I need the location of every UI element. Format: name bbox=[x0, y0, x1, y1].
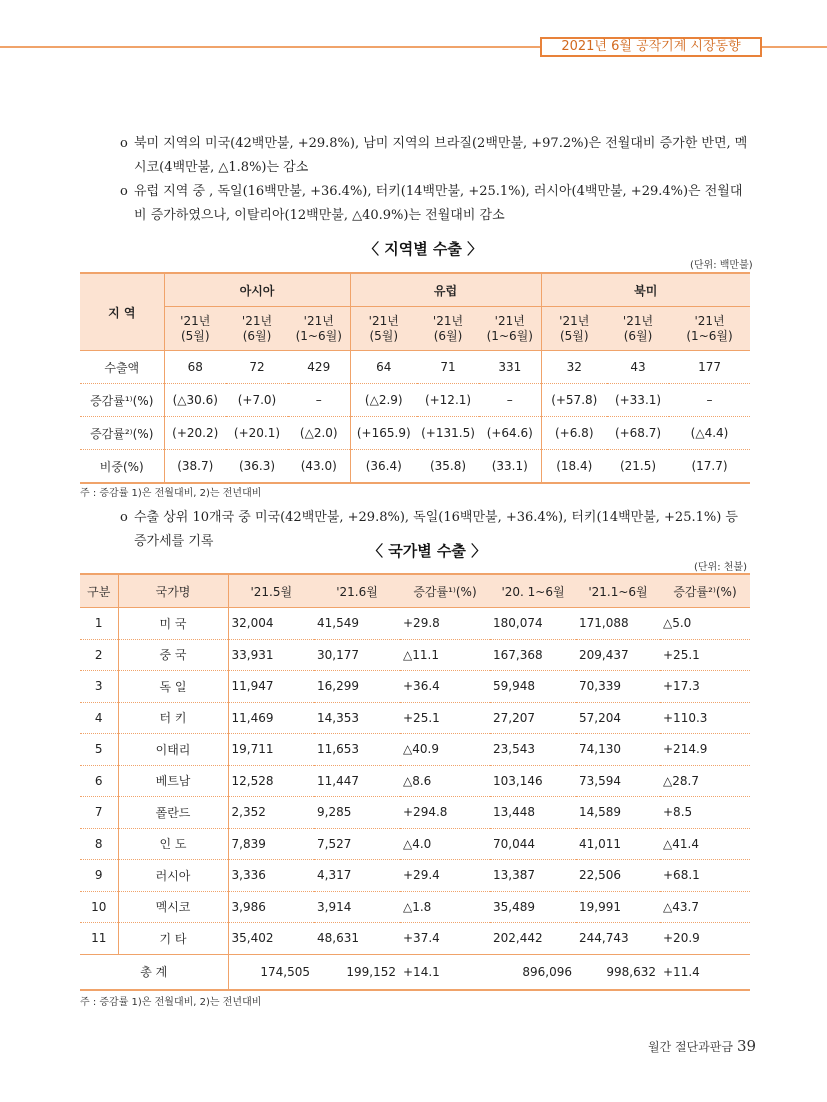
table-cell: – bbox=[669, 384, 750, 417]
table-cell: (△4.4) bbox=[669, 417, 750, 450]
table-cell: 57,204 bbox=[576, 702, 660, 734]
period-year: '21년 bbox=[494, 313, 525, 328]
table-row bbox=[80, 450, 750, 484]
total-cell: 199,152 bbox=[314, 954, 400, 990]
page-footer bbox=[648, 1037, 756, 1055]
table-cell: (+64.6) bbox=[479, 417, 541, 450]
table-cell: 202,442 bbox=[490, 923, 576, 955]
table-cell: (+165.9) bbox=[350, 417, 417, 450]
table-cell: 13,448 bbox=[490, 797, 576, 829]
table-cell: 11,653 bbox=[314, 734, 400, 766]
period-year: '21년 bbox=[180, 313, 211, 328]
total-cell: 896,096 bbox=[490, 954, 576, 990]
table-row bbox=[80, 765, 750, 797]
table-cell: (+7.0) bbox=[226, 384, 288, 417]
table-cell: 41,549 bbox=[314, 608, 400, 640]
table-row bbox=[80, 417, 750, 450]
table-cell: (+20.1) bbox=[226, 417, 288, 450]
table-cell: 러시아 bbox=[118, 860, 228, 892]
period-year: '21년 bbox=[559, 313, 590, 328]
row-label: 비중(%) bbox=[80, 450, 164, 484]
table-cell: (35.8) bbox=[417, 450, 479, 484]
group-europe: 유럽 bbox=[350, 273, 541, 307]
table-cell: 멕시코 bbox=[118, 891, 228, 923]
row-label: 증감률¹⁾(%) bbox=[80, 384, 164, 417]
table1-note: 주 : 증감률 1)은 전월대비, 2)는 전년대비 bbox=[80, 488, 262, 499]
period-header bbox=[607, 307, 669, 351]
table-cell: △8.6 bbox=[400, 765, 490, 797]
table-cell: (+6.8) bbox=[541, 417, 607, 450]
magazine-name: 월간 절단과판금 bbox=[648, 1040, 733, 1054]
table-cell: 12,528 bbox=[228, 765, 314, 797]
regional-export-table bbox=[80, 272, 750, 484]
table-cell: 13,387 bbox=[490, 860, 576, 892]
column-header: 증감률¹⁾(%) bbox=[400, 574, 490, 608]
period-year: '21년 bbox=[622, 313, 654, 328]
table-cell: 11,447 bbox=[314, 765, 400, 797]
table-cell: △28.7 bbox=[660, 765, 750, 797]
column-header: '21.1~6월 bbox=[576, 574, 660, 608]
table-cell: (21.5) bbox=[607, 450, 669, 484]
table-cell: 22,506 bbox=[576, 860, 660, 892]
table-cell: 베트남 bbox=[118, 765, 228, 797]
total-label: 총 계 bbox=[80, 954, 228, 990]
page-number: 39 bbox=[736, 1037, 757, 1055]
table-cell: 4,317 bbox=[314, 860, 400, 892]
table-row bbox=[80, 891, 750, 923]
table-cell: 이태리 bbox=[118, 734, 228, 766]
table-cell: (+33.1) bbox=[607, 384, 669, 417]
column-header: '20. 1~6월 bbox=[490, 574, 576, 608]
table-cell: (+68.7) bbox=[607, 417, 669, 450]
table-cell: (18.4) bbox=[541, 450, 607, 484]
table-row bbox=[80, 734, 750, 766]
table-cell: 74,130 bbox=[576, 734, 660, 766]
table-cell: (+12.1) bbox=[417, 384, 479, 417]
table-cell: 68 bbox=[164, 351, 226, 384]
table-cell: 16,299 bbox=[314, 671, 400, 703]
table-cell: 14,589 bbox=[576, 797, 660, 829]
table-cell: 7 bbox=[80, 797, 118, 829]
table-row bbox=[80, 702, 750, 734]
table-cell: 429 bbox=[288, 351, 350, 384]
group-asia: 아시아 bbox=[164, 273, 350, 307]
table-cell: +25.1 bbox=[400, 702, 490, 734]
table-cell: 19,991 bbox=[576, 891, 660, 923]
table-cell: 177 bbox=[669, 351, 750, 384]
table-cell: (33.1) bbox=[479, 450, 541, 484]
table-cell: (43.0) bbox=[288, 450, 350, 484]
table-cell: △11.1 bbox=[400, 639, 490, 671]
table-cell: – bbox=[479, 384, 541, 417]
table-cell: 33,931 bbox=[228, 639, 314, 671]
period-year: '21년 bbox=[694, 313, 725, 328]
period-header bbox=[164, 307, 226, 351]
table-cell: +36.4 bbox=[400, 671, 490, 703]
table-cell: (△2.9) bbox=[350, 384, 417, 417]
period-year: '21년 bbox=[368, 313, 399, 328]
table-cell: 71 bbox=[417, 351, 479, 384]
table-cell: 244,743 bbox=[576, 923, 660, 955]
table-row bbox=[80, 923, 750, 955]
table-cell: 72 bbox=[226, 351, 288, 384]
period-year: '21년 bbox=[432, 313, 464, 328]
column-header: 구분 bbox=[80, 574, 118, 608]
period-month: (6월) bbox=[433, 328, 463, 343]
header-title: 2021년 6월 공작기계 시장동향 bbox=[540, 37, 762, 57]
table-row bbox=[80, 384, 750, 417]
table-cell: (△30.6) bbox=[164, 384, 226, 417]
table-cell: △1.8 bbox=[400, 891, 490, 923]
total-cell: +11.4 bbox=[660, 954, 750, 990]
table-cell: 11 bbox=[80, 923, 118, 955]
table-cell: △43.7 bbox=[660, 891, 750, 923]
period-month: (5월) bbox=[369, 328, 399, 343]
table-cell: (△2.0) bbox=[288, 417, 350, 450]
table-cell: 64 bbox=[350, 351, 417, 384]
period-header bbox=[479, 307, 541, 351]
table-cell: +29.4 bbox=[400, 860, 490, 892]
column-header: '21.6월 bbox=[314, 574, 400, 608]
table-cell: 70,044 bbox=[490, 828, 576, 860]
table-cell: +68.1 bbox=[660, 860, 750, 892]
table-cell: 6 bbox=[80, 765, 118, 797]
period-month: (6월) bbox=[623, 328, 653, 343]
table-cell: 43 bbox=[607, 351, 669, 384]
table-cell: 3,914 bbox=[314, 891, 400, 923]
table-cell: +8.5 bbox=[660, 797, 750, 829]
table-cell: 35,489 bbox=[490, 891, 576, 923]
table-cell: 59,948 bbox=[490, 671, 576, 703]
table-cell: 인 도 bbox=[118, 828, 228, 860]
table-cell: 3,336 bbox=[228, 860, 314, 892]
table2-unit: (단위: 천불) bbox=[694, 562, 747, 573]
table-cell: 7,839 bbox=[228, 828, 314, 860]
table-cell: 331 bbox=[479, 351, 541, 384]
bullet-europe: o 유럽 지역 중 , 독일(16백만불, +36.4%), 터키(14백만불, +25.1%), 러시아(4백만불, +29.4%)은 전월대비 증가하였으나, 이탈리아(12백만불, △40.9%)는 전월대비 감소 bbox=[120, 180, 750, 228]
table-cell: 3 bbox=[80, 671, 118, 703]
table-cell: +17.3 bbox=[660, 671, 750, 703]
table-cell: +214.9 bbox=[660, 734, 750, 766]
table-cell: +37.4 bbox=[400, 923, 490, 955]
period-month: (1~6월) bbox=[486, 328, 533, 343]
table-cell: 23,543 bbox=[490, 734, 576, 766]
table-cell: △40.9 bbox=[400, 734, 490, 766]
table-cell: 35,402 bbox=[228, 923, 314, 955]
table-cell: 터 키 bbox=[118, 702, 228, 734]
table-cell: 48,631 bbox=[314, 923, 400, 955]
table-cell: +20.9 bbox=[660, 923, 750, 955]
period-header bbox=[417, 307, 479, 351]
period-year: '21년 bbox=[241, 313, 273, 328]
table-cell: 10 bbox=[80, 891, 118, 923]
table-cell: 103,146 bbox=[490, 765, 576, 797]
table1-title: 〈 지역별 수출 〉 bbox=[364, 240, 483, 258]
table2-note: 주 : 증감률 1)은 전월대비, 2)는 전년대비 bbox=[80, 997, 262, 1008]
column-header: 국가명 bbox=[118, 574, 228, 608]
period-header bbox=[288, 307, 350, 351]
period-month: (5월) bbox=[559, 328, 589, 343]
period-month: (5월) bbox=[180, 328, 210, 343]
table-cell: (17.7) bbox=[669, 450, 750, 484]
country-export-table bbox=[80, 573, 750, 991]
table-cell: 14,353 bbox=[314, 702, 400, 734]
table-cell: 11,469 bbox=[228, 702, 314, 734]
total-cell: 998,632 bbox=[576, 954, 660, 990]
table-row bbox=[80, 828, 750, 860]
table-cell: 2 bbox=[80, 639, 118, 671]
table-cell: +29.8 bbox=[400, 608, 490, 640]
period-month: (6월) bbox=[242, 328, 272, 343]
total-cell: +14.1 bbox=[400, 954, 490, 990]
region-header: 지 역 bbox=[80, 273, 164, 351]
period-header bbox=[226, 307, 288, 351]
table-row bbox=[80, 860, 750, 892]
table-cell: 9 bbox=[80, 860, 118, 892]
period-header bbox=[541, 307, 607, 351]
table-cell: △4.0 bbox=[400, 828, 490, 860]
period-header bbox=[669, 307, 750, 351]
table-cell: 171,088 bbox=[576, 608, 660, 640]
table-cell: 180,074 bbox=[490, 608, 576, 640]
table-row bbox=[80, 608, 750, 640]
column-header: '21.5월 bbox=[228, 574, 314, 608]
table-row bbox=[80, 639, 750, 671]
table-cell: 7,527 bbox=[314, 828, 400, 860]
table-cell: (36.4) bbox=[350, 450, 417, 484]
table-cell: +110.3 bbox=[660, 702, 750, 734]
table-cell: 73,594 bbox=[576, 765, 660, 797]
table-cell: 70,339 bbox=[576, 671, 660, 703]
table-cell: 41,011 bbox=[576, 828, 660, 860]
table-cell: 미 국 bbox=[118, 608, 228, 640]
table-cell: 27,207 bbox=[490, 702, 576, 734]
table-cell: 2,352 bbox=[228, 797, 314, 829]
period-month: (1~6월) bbox=[686, 328, 733, 343]
table-cell: (+57.8) bbox=[541, 384, 607, 417]
table-cell: 8 bbox=[80, 828, 118, 860]
table-cell: (+20.2) bbox=[164, 417, 226, 450]
table-cell: △5.0 bbox=[660, 608, 750, 640]
bullet-north-america: o 북미 지역의 미국(42백만불, +29.8%), 남미 지역의 브라질(2백만불, +97.2%)은 전월대비 증가한 반면, 멕시코(4백만불, △1.8%)는 감소 bbox=[120, 132, 750, 180]
table2-title: 〈 국가별 수출 〉 bbox=[368, 542, 487, 560]
table-cell: 5 bbox=[80, 734, 118, 766]
table-cell: 독 일 bbox=[118, 671, 228, 703]
total-row bbox=[80, 954, 750, 990]
table-cell: 19,711 bbox=[228, 734, 314, 766]
table-cell: +294.8 bbox=[400, 797, 490, 829]
table-cell: △41.4 bbox=[660, 828, 750, 860]
table-cell: 32,004 bbox=[228, 608, 314, 640]
table-cell: 폴란드 bbox=[118, 797, 228, 829]
table-cell: 9,285 bbox=[314, 797, 400, 829]
row-label: 증감률²⁾(%) bbox=[80, 417, 164, 450]
table-cell: 209,437 bbox=[576, 639, 660, 671]
table-cell: (38.7) bbox=[164, 450, 226, 484]
table-row bbox=[80, 671, 750, 703]
table-cell: (+131.5) bbox=[417, 417, 479, 450]
table-row bbox=[80, 351, 750, 384]
table-cell: 3,986 bbox=[228, 891, 314, 923]
period-year: '21년 bbox=[303, 313, 334, 328]
table-cell: 1 bbox=[80, 608, 118, 640]
bullet-top10: o 수출 상위 10개국 중 미국(42백만불, +29.8%), 독일(16백만불, +36.4%), 터키(14백만불, +25.1%) 등 증가세를 기록 bbox=[120, 506, 750, 554]
group-north-america: 북미 bbox=[541, 273, 750, 307]
summary-bullets bbox=[120, 132, 750, 228]
table-cell: 32 bbox=[541, 351, 607, 384]
table-cell: 중 국 bbox=[118, 639, 228, 671]
table-cell: (36.3) bbox=[226, 450, 288, 484]
row-label: 수출액 bbox=[80, 351, 164, 384]
column-header: 증감률²⁾(%) bbox=[660, 574, 750, 608]
total-cell: 174,505 bbox=[228, 954, 314, 990]
period-header bbox=[350, 307, 417, 351]
period-month: (1~6월) bbox=[295, 328, 342, 343]
table-cell: 30,177 bbox=[314, 639, 400, 671]
table-cell: 기 타 bbox=[118, 923, 228, 955]
table1-unit: (단위: 백만불) bbox=[690, 260, 753, 271]
table-cell: 4 bbox=[80, 702, 118, 734]
table-row bbox=[80, 797, 750, 829]
table-cell: – bbox=[288, 384, 350, 417]
table-cell: +25.1 bbox=[660, 639, 750, 671]
table-cell: 167,368 bbox=[490, 639, 576, 671]
table-cell: 11,947 bbox=[228, 671, 314, 703]
